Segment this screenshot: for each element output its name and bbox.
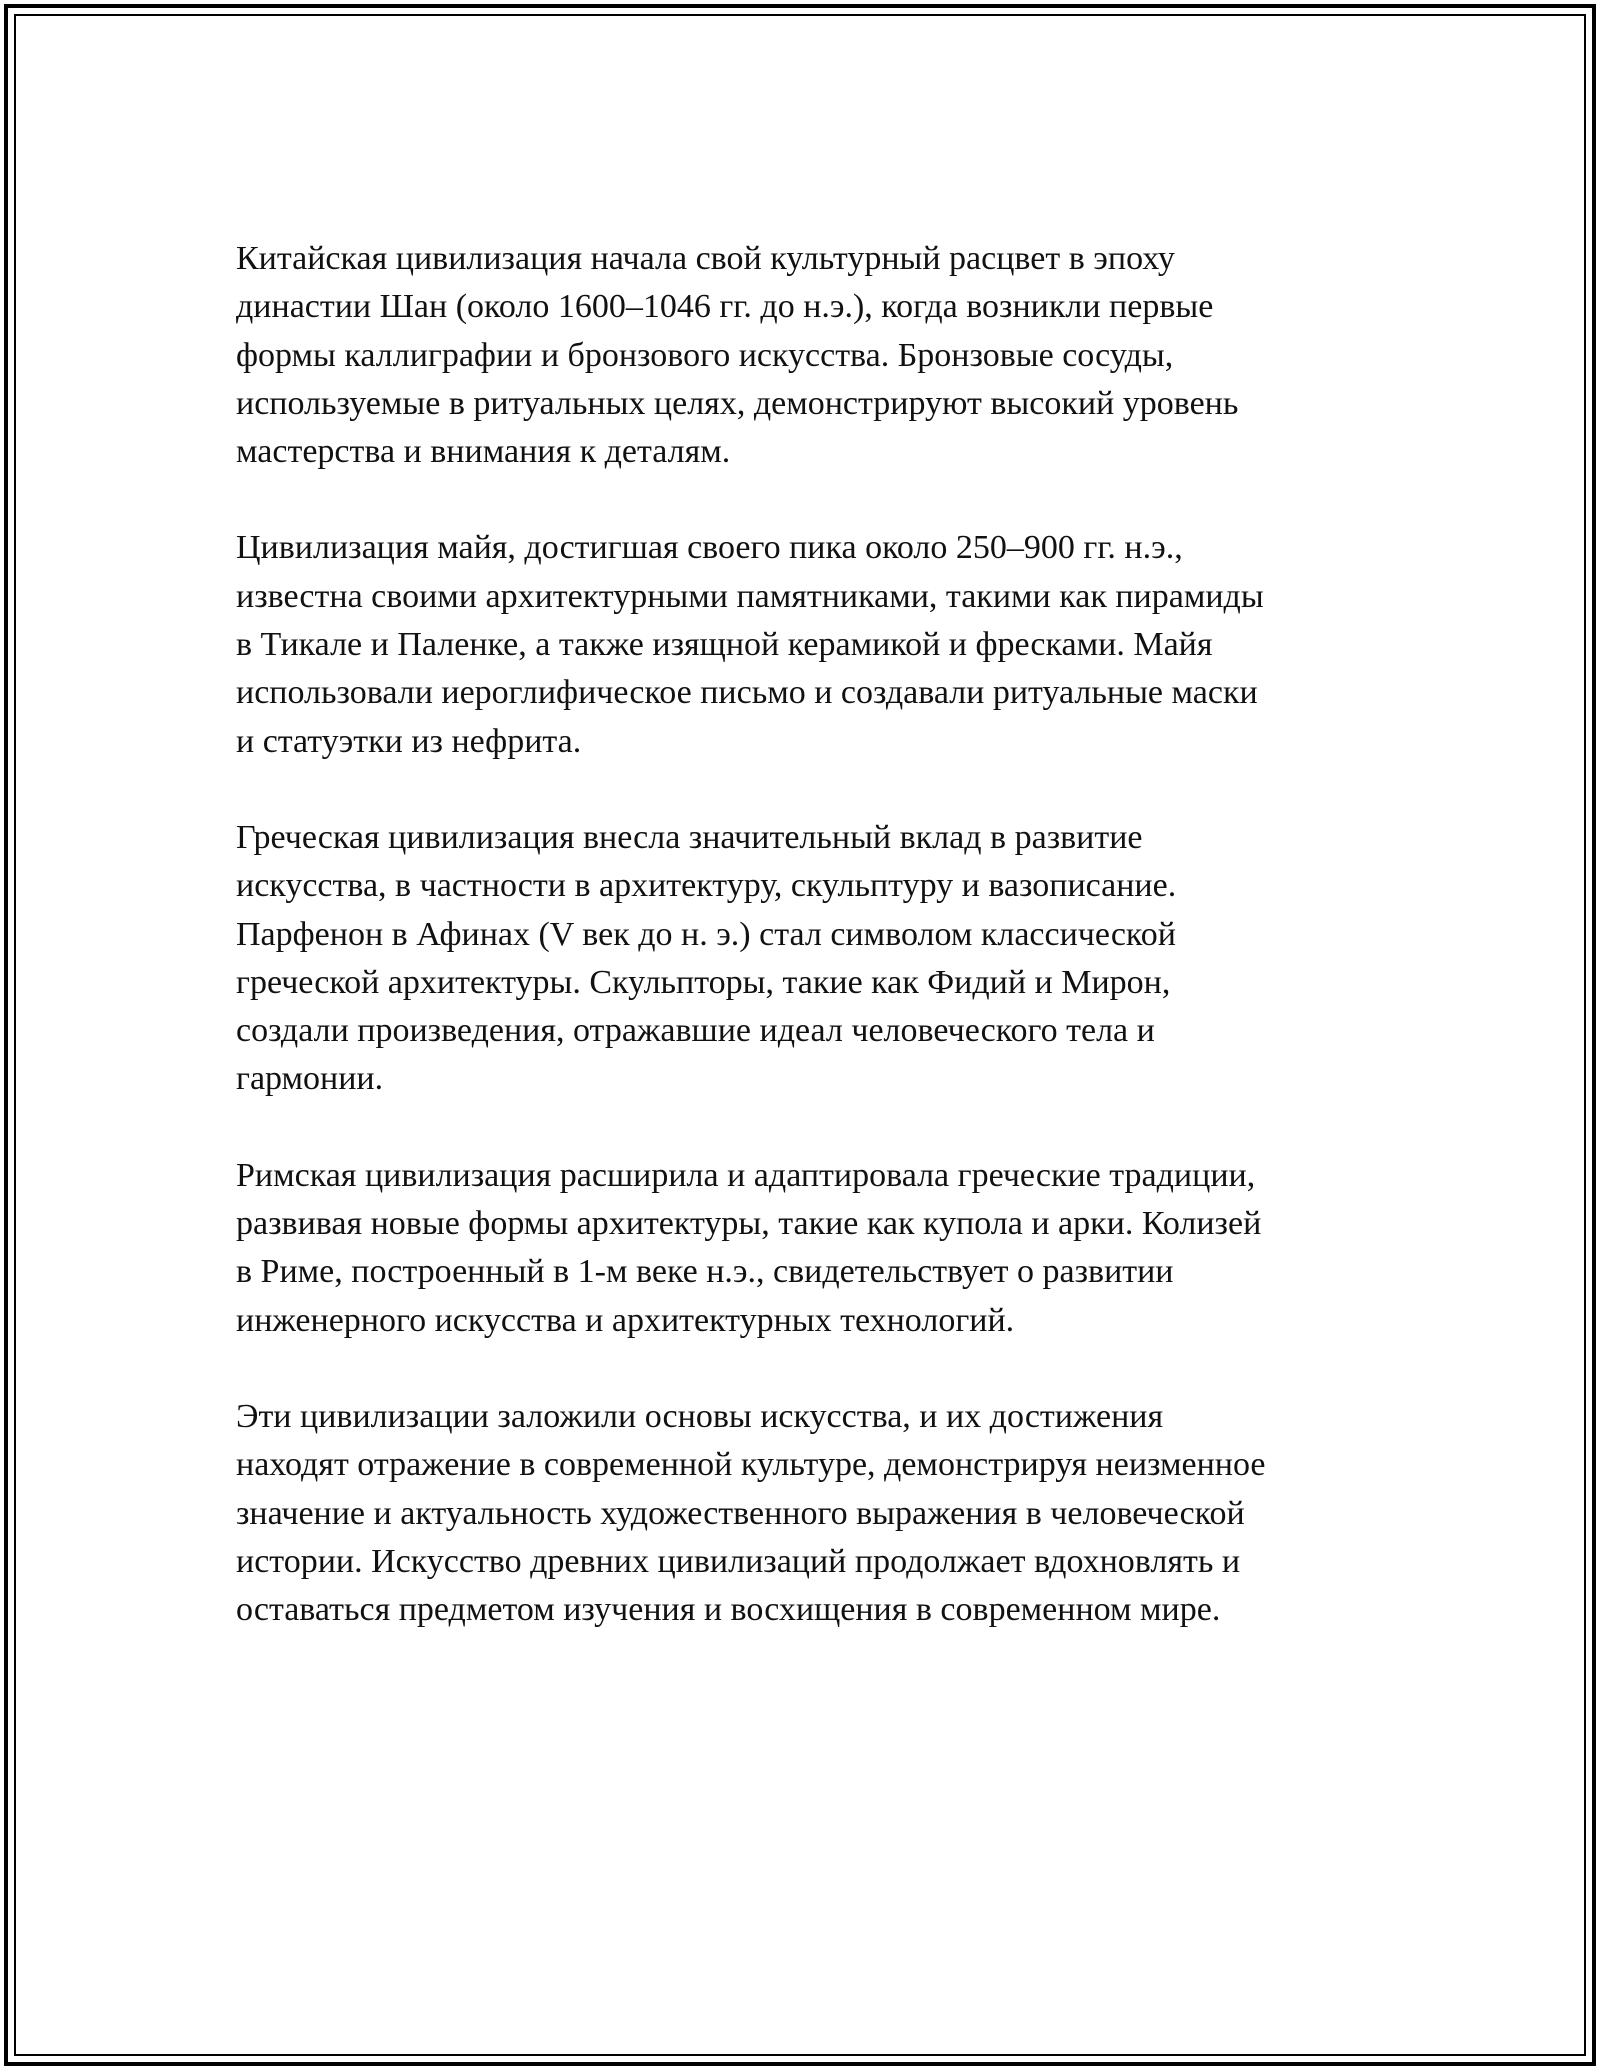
text-line: Цивилизация майя, достигшая своего пика около 250–900 гг. н.э., bbox=[236, 529, 1183, 567]
text-line: инженерного искусства и архитектурных технологий. bbox=[236, 1301, 1015, 1339]
paragraph-conclusion bbox=[236, 1393, 1366, 1634]
text-line: формы каллиграфии и бронзового искусства. Бронзовые сосуды, bbox=[236, 336, 1174, 374]
text-line: значение и актуальность художественного выражения в человеческой bbox=[236, 1494, 1245, 1532]
text-line: Парфенон в Афинах (V век до н. э.) стал символом классической bbox=[236, 915, 1176, 953]
paragraph-chinese-civilization bbox=[236, 235, 1366, 476]
text-line: развивая новые формы архитектуры, такие как купола и арки. Колизей bbox=[236, 1205, 1262, 1243]
text-line: Эти цивилизации заложили основы искусства, и их достижения bbox=[236, 1397, 1164, 1435]
text-line: Римская цивилизация расширила и адаптировала греческие традиции, bbox=[236, 1156, 1256, 1194]
paragraph-greek-civilization bbox=[236, 814, 1366, 1104]
text-line: в Риме, построенный в 1-м веке н.э., свидетельствует о развитии bbox=[236, 1253, 1174, 1291]
text-line: находят отражение в современной культуре, демонстрируя неизменное bbox=[236, 1446, 1266, 1484]
text-line: использовали иероглифическое письмо и создавали ритуальные маски bbox=[236, 674, 1258, 712]
paragraph-roman-civilization bbox=[236, 1152, 1366, 1345]
text-line: гармонии. bbox=[236, 1060, 384, 1098]
text-line: греческой архитектуры. Скульпторы, такие как Фидий и Мирон, bbox=[236, 963, 1171, 1001]
text-line: Китайская цивилизация начала свой культурный расцвет в эпоху bbox=[236, 240, 1175, 277]
text-line: искусства, в частности в архитектуру, скульптуру и вазописание. bbox=[236, 867, 1177, 905]
text-line: и статуэтки из нефрита. bbox=[236, 722, 582, 760]
text-line: Греческая цивилизация внесла значительный вклад в развитие bbox=[236, 818, 1143, 856]
text-line: используемые в ритуальных целях, демонстрируют высокий уровень bbox=[236, 384, 1239, 422]
text-line: известна своими архитектурными памятниками, такими как пирамиды bbox=[236, 577, 1264, 615]
text-line: оставаться предметом изучения и восхищения в современном мире. bbox=[236, 1591, 1221, 1629]
paragraph-maya-civilization bbox=[236, 524, 1366, 765]
text-line: мастерства и внимания к деталям. bbox=[236, 433, 731, 471]
text-line: династии Шан (около 1600–1046 гг. до н.э.), когда возникли первые bbox=[236, 288, 1214, 326]
text-line: в Тикале и Паленке, а также изящной керамикой и фресками. Майя bbox=[236, 626, 1213, 664]
text-line: истории. Искусство древних цивилизаций продолжает вдохновлять и bbox=[236, 1542, 1241, 1580]
document-body bbox=[236, 235, 1366, 1682]
text-line: создали произведения, отражавшие идеал человеческого тела и bbox=[236, 1012, 1155, 1050]
